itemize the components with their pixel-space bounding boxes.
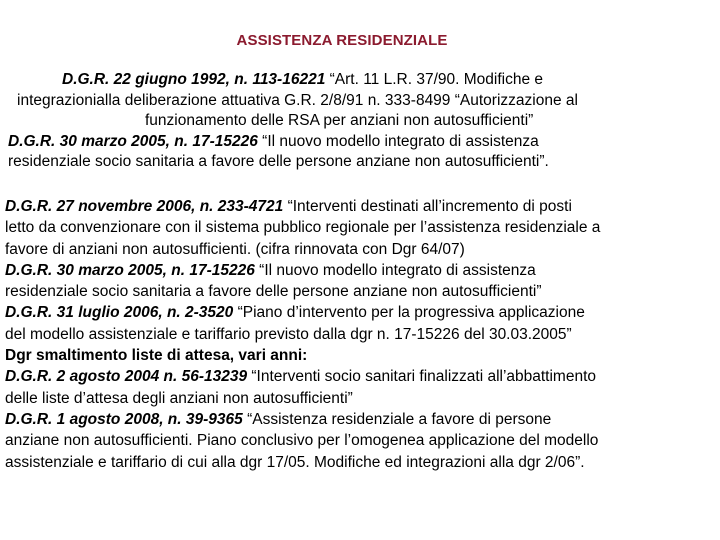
intro-line-5: residenziale socio sanitaria a favore delle persone anziane non autosufficienti”. (8, 153, 549, 170)
entry-5-line-1 (5, 409, 717, 430)
intro-ref-1: D.G.R. 22 giugno 1992, n. 113-16221 (62, 71, 326, 88)
entry-2-line-2: residenziale socio sanitaria a favore delle persone anziane non autosufficienti” (5, 283, 542, 301)
intro-line-4 (0, 132, 684, 153)
entry-2-ref: D.G.R. 30 marzo 2005, n. 17-15226 (5, 261, 255, 279)
entry-3-text: “Piano d’intervento per la progressiva applicazione (233, 304, 585, 322)
intro-text-1: “Art. 11 L.R. 37/90. Modifiche e (325, 71, 544, 88)
entry-3-line-2: del modello assistenziale e tariffario previsto dalla dgr n. 17-15226 del 30.03.2005” (5, 325, 572, 343)
intro-line-3: funzionamento delle RSA per anziani non autosufficienti” (145, 112, 534, 129)
entry-5-text: “Assistenza residenziale a favore di persone (242, 410, 552, 428)
resolutions-list (5, 196, 717, 473)
entry-1-line-3: favore di anziani non autosufficienti. (cifra rinnovata con Dgr 64/07) (5, 240, 465, 258)
intro-ref-2: D.G.R. 30 marzo 2005, n. 17-15226 (8, 132, 258, 150)
entry-4-line-1 (5, 366, 717, 387)
entry-1-line-2: letto da convenzionare con il sistema pubblico regionale per l’assistenza residenziale a (5, 219, 601, 237)
entry-1-line-1 (5, 196, 717, 217)
entry-2-line-1 (5, 260, 717, 281)
entry-4-text: “Interventi socio sanitari finalizzati all’abbattimento (247, 368, 597, 386)
page-title: ASSISTENZA RESIDENZIALE (236, 32, 448, 49)
intro-block (0, 70, 684, 173)
entry-2-text: “Il nuovo modello integrato di assistenza (254, 261, 536, 279)
entry-5-ref: D.G.R. 1 agosto 2008, n. 39-9365 (5, 410, 243, 428)
entry-5-line-3: assistenziale e tariffario di cui alla dgr 17/05. Modifiche ed integrazioni alla dgr 2/06”. (5, 453, 585, 471)
section-heading: Dgr smaltimento liste di attesa, vari anni: (5, 347, 308, 365)
entry-4-line-2: delle liste d’attesa degli anziani non autosufficienti” (5, 389, 353, 407)
entry-5-line-2: anziane non autosufficienti. Piano conclusivo per l’omogenea applicazione del modello (5, 432, 599, 450)
entry-1-text: “Interventi destinati all’incremento di posti (283, 198, 572, 215)
entry-3-line-1 (5, 302, 717, 323)
entry-1-ref: D.G.R. 27 novembre 2006, n. 233-4721 (5, 198, 284, 215)
entry-3-ref: D.G.R. 31 luglio 2006, n. 2-3520 (5, 304, 234, 322)
intro-text-2: “Il nuovo modello integrato di assistenza (257, 132, 539, 150)
intro-line-1 (0, 70, 684, 91)
intro-line-2: integrazionialla deliberazione attuativa G.R. 2/8/91 n. 333-8499 “Autorizzazione al (17, 91, 578, 109)
entry-4-ref: D.G.R. 2 agosto 2004 n. 56-13239 (5, 368, 248, 386)
